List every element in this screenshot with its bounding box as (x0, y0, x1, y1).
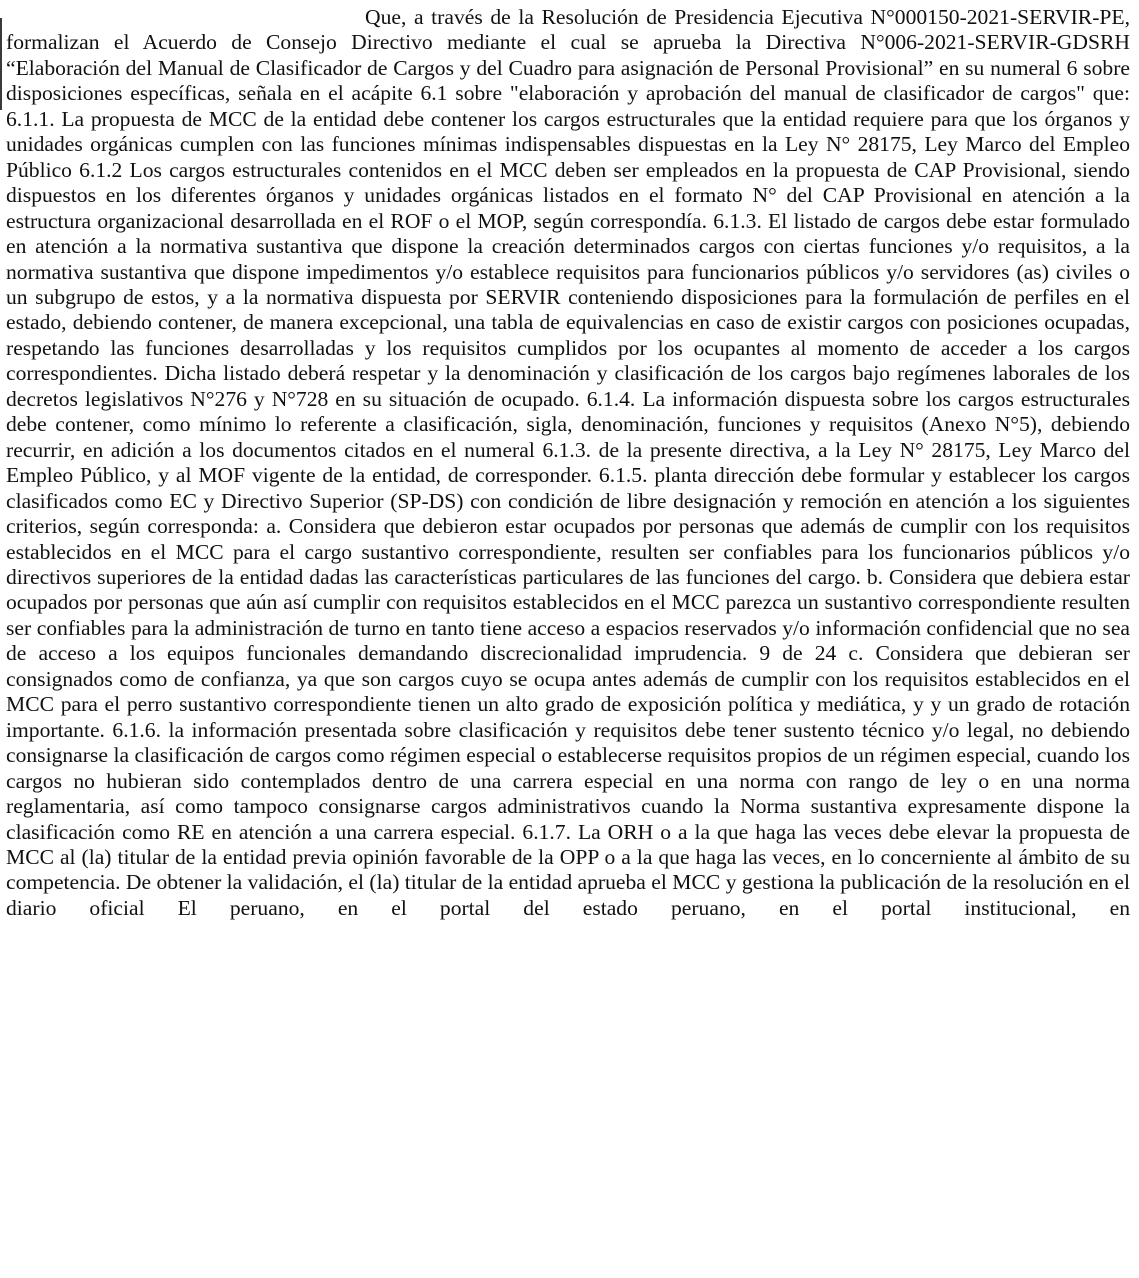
document-paragraph: Que, a través de la Resolución de Presidencia Ejecutiva N°000150-2021-SERVIR-PE, formalizan el Acuerdo de Consejo Directivo mediante el cual se aprueba la Directiva N°006-2021-SERVIR-GDSRH “Elaboración del Manual de Clasificador de Cargos y del Cuadro para asignación de Personal Provisional” en su numeral 6 sobre disposiciones específicas, señala en el acápite 6.1 sobre "elaboración y aprobación del manual de clasificador de cargos" que: 6.1.1. La propuesta de MCC de la entidad debe contener los cargos estructurales que la entidad requiere para que los órganos y unidades orgánicas cumplen con las funciones mínimas indispensables dispuestas en la Ley N° 28175, Ley Marco del Empleo Público 6.1.2 Los cargos estructurales contenidos en el MCC deben ser empleados en la propuesta de CAP Provisional, siendo dispuestos en los diferentes órganos y unidades orgánicas listados en el formato N° del CAP Provisional en atención a la estructura organizacional desarrollada en el ROF o el MOP, según correspondía. 6.1.3. El listado de cargos debe estar formulado en atención a la normativa sustantiva que dispone la creación determinados cargos con ciertas funciones y/o requisitos, a la normativa sustantiva que dispone impedimentos y/o establece requisitos para funcionarios públicos y/o servidores (as) civiles o un subgrupo de estos, y a la normativa dispuesta por SERVIR conteniendo disposiciones para la formulación de perfiles en el estado, debiendo contener, de manera excepcional, una tabla de equivalencias en caso de existir cargos con posiciones ocupadas, respetando las funciones desarrolladas y los requisitos cumplidos por los ocupantes al momento de acceder a los cargos correspondientes. Dicha listado deberá respetar y la denominación y clasificación de los cargos bajo regímenes laborales de los decretos legislativos N°276 y N°728 en su situación de ocupado. 6.1.4. La información dispuesta sobre los cargos estructurales debe contener, como mínimo lo referente a clasificación, sigla, denominación, funciones y requisitos (Anexo N°5), debiendo recurrir, en adición a los documentos citados en el numeral 6.1.3. de la presente directiva, a la Ley N° 28175, Ley Marco del Empleo Público, y al MOF vigente de la entidad, de corresponder. 6.1.5. planta dirección debe formular y establecer los cargos clasificados como EC y Directivo Superior (SP-DS) con condición de libre designación y remoción en atención a los siguientes criterios, según corresponda: a. Considera que debieron estar ocupados por personas que además de cumplir con los requisitos establecidos en el MCC para el cargo sustantivo correspondiente, resulten ser confiables para los funcionarios públicos y/o directivos superiores de la entidad dadas las características particulares de las funciones del cargo. b. Considera que debiera estar ocupados por personas que aún así cumplir con requisitos establecidos en el MCC parezca un sustantivo correspondiente resulten ser confiables para la administración de turno en tanto tiene acceso a espacios reservados y/o información confidencial que no sea de acceso a los equipos funcionales demandando discrecionalidad imprudencia. 9 de 24 c. Considera que debieran ser consignados como de confianza, ya que son cargos cuyo se ocupa antes además de cumplir con los requisitos establecidos en el MCC para el perro sustantivo correspondiente tienen un alto grado de exposición política y mediática, y y un grado de rotación importante. 6.1.6. la información presentada sobre clasificación y requisitos debe tener sustento técnico y/o legal, no debiendo consignarse la clasificación de cargos como régimen especial o establecerse requisitos propios de un régimen especial, cuando los cargos no hubieran sido contemplados dentro de una carrera especial en una norma con rango de ley o en una norma reglamentaria, así como tampoco consignarse cargos administrativos cuando la Norma sustantiva expresamente dispone la clasificación como RE en atención a una carrera especial. 6.1.7. La ORH o a la que haga las veces debe elevar la propuesta de MCC al (la) titular de la entidad previa opinión favorable de la OPP o a la que haga las veces, en lo concerniente al ámbito de su competencia. De obtener la validación, el (la) titular de la entidad aprueba el MCC y gestiona la publicación de la resolución en el diario oficial El peruano, en el portal del estado peruano, en el portal institucional, en (6, 5, 1130, 920)
scan-edge-mark (0, 18, 2, 110)
